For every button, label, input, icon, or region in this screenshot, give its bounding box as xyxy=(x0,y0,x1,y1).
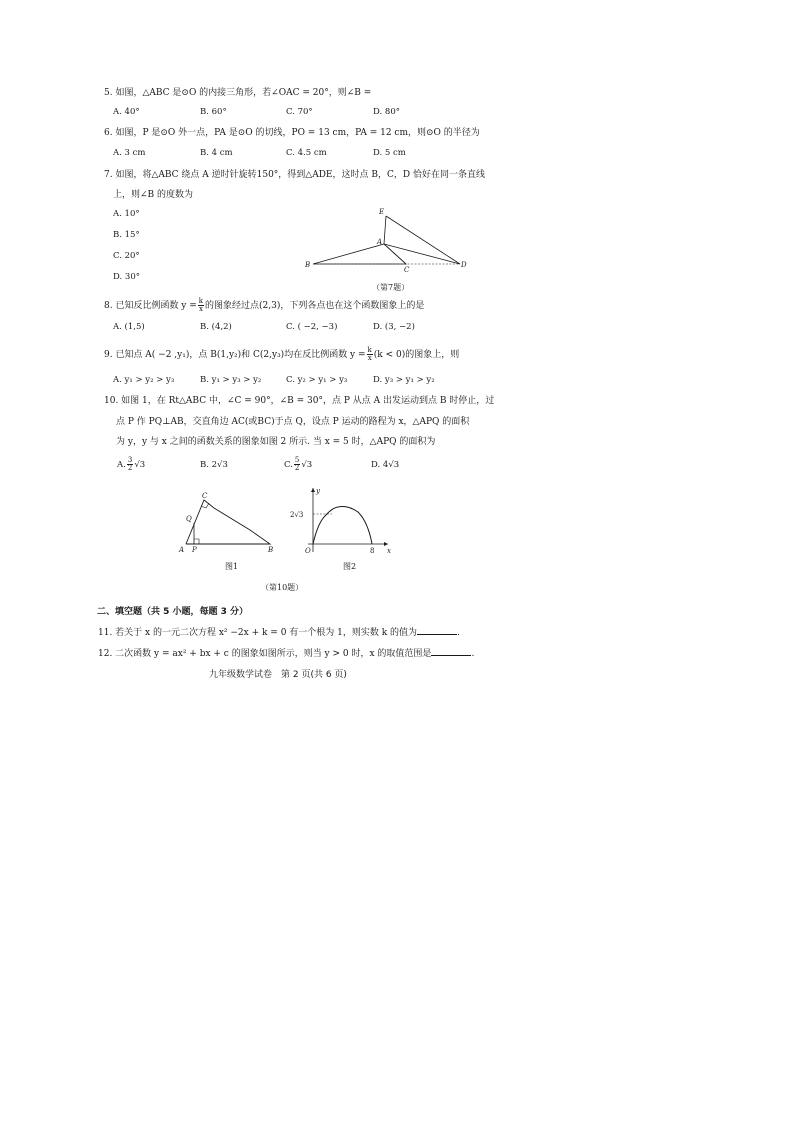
q10-figure-1 xyxy=(174,486,284,556)
q7-option-d: D. 30° xyxy=(113,272,140,282)
q5-option-d: D. 80° xyxy=(373,107,400,117)
q8-stem xyxy=(104,298,424,313)
q10-fig2-y-label: y xyxy=(316,487,320,495)
q10-figure-caption: （第10题） xyxy=(261,583,304,592)
q7-figure-caption: （第7题） xyxy=(372,283,410,292)
q8-fraction xyxy=(198,298,204,313)
q10-line1: 10. 如图 1，在 Rt△ABC 中，∠C = 90°，∠B = 30°，点 P 从点 A 出发运动到点 B 时停止，过 xyxy=(104,396,495,406)
q10-option-c-fraction xyxy=(294,457,300,472)
q10-option-c xyxy=(284,457,312,472)
q11-text: 11. 若关于 x 的一元二次方程 x² −2x + k = 0 有一个根为 1，则实数 k 的值为 xyxy=(98,628,418,638)
q8-frac-den: x xyxy=(198,305,203,313)
q9-frac-num: k xyxy=(367,346,372,354)
q7-label-e: E xyxy=(379,208,385,216)
q10-fig2-x-arrow xyxy=(384,542,388,546)
section-2-title: 二、填空题（共 5 小题，每题 3 分） xyxy=(97,607,249,617)
q12 xyxy=(98,647,474,660)
q9-option-c: C. y₂ > y₁ > y₃ xyxy=(286,375,348,385)
page-footer: 九年级数学试卷 第 2 页(共 6 页) xyxy=(209,670,347,680)
q6-option-b: B. 4 cm xyxy=(200,148,233,158)
q9-fraction xyxy=(367,347,373,362)
q10-option-a-fraction xyxy=(127,457,133,472)
q7-figure xyxy=(300,200,480,280)
q5-option-b: B. 60° xyxy=(200,107,227,117)
q7-label-c: C xyxy=(404,266,410,274)
q12-text: 12. 二次函数 y = ax² + bx + c 的图象如图所示，则当 y > 0 时，x 的取值范围是 xyxy=(98,649,432,659)
q10-option-c-den: 2 xyxy=(294,464,300,472)
q7-triangle-abc xyxy=(313,244,406,264)
q7-label-b: B xyxy=(305,261,311,269)
q10-option-a-prefix: A. xyxy=(117,460,126,470)
q10-fig2-x-label: x xyxy=(387,547,391,555)
q8-stem-post: 的图象经过点(2,3)，下列各点也在这个函数图象上的是 xyxy=(205,301,425,311)
q5-stem: 5. 如图，△ABC 是⊙O 的内接三角形，若∠OAC = 20°，则∠B = xyxy=(104,88,372,98)
q9-option-b: B. y₁ > y₃ > y₂ xyxy=(200,375,262,385)
q10-option-d: D. 4√3 xyxy=(371,460,400,470)
q10-option-a-radical: √3 xyxy=(134,460,146,470)
q9-frac-den: x xyxy=(367,354,372,362)
q10-fig1-label-a: A xyxy=(179,546,185,554)
q10-figure-2 xyxy=(288,482,398,560)
q7-stem-line2: 上，则∠B 的度数为 xyxy=(113,190,194,200)
q10-option-b: B. 2√3 xyxy=(200,460,228,470)
q10-fig1-label: 图1 xyxy=(225,562,239,571)
q7-option-a: A. 10° xyxy=(113,209,140,219)
q10-option-c-radical: √3 xyxy=(301,460,313,470)
q10-option-a-num: 3 xyxy=(127,456,133,464)
q8-option-d: D. (3, −2) xyxy=(373,322,415,332)
q11-end: . xyxy=(457,628,460,638)
q7-segment-ae xyxy=(384,216,386,244)
q9-stem-pre: 9. 已知点 A( −2 ,y₁)，点 B(1,y₂)和 C(2,y₃)均在反比例函数 y = xyxy=(104,350,366,360)
q10-line2: 点 P 作 PQ⊥AB，交直角边 AC(或BC)于点 Q，设点 P 运动的路程为 x，△APQ 的面积 xyxy=(116,417,470,427)
q10-fig2-label: 图2 xyxy=(343,562,357,571)
q10-option-a-den: 2 xyxy=(127,464,133,472)
q6-option-a: A. 3 cm xyxy=(113,148,146,158)
q10-fig1-label-b: B xyxy=(268,546,274,554)
q7-label-a: A xyxy=(377,238,383,246)
q10-fig1-label-q: Q xyxy=(186,515,192,523)
q9-option-d: D. y₃ > y₁ > y₂ xyxy=(373,375,435,385)
q11-answer-blank[interactable] xyxy=(417,626,457,635)
q8-frac-num: k xyxy=(198,297,204,305)
q8-stem-pre: 8. 已知反比例函数 y = xyxy=(104,301,197,311)
q7-segment-ed xyxy=(386,216,460,264)
q11 xyxy=(98,626,460,639)
q9-stem xyxy=(104,347,459,362)
q9-option-a: A. y₁ > y₂ > y₃ xyxy=(113,375,175,385)
q10-fig2-y-arrow xyxy=(311,488,315,492)
q10-fig2-peak-label: 2√3 xyxy=(290,511,304,519)
q10-fig1-label-p: P xyxy=(192,546,197,554)
q6-stem: 6. 如图，P 是⊙O 外一点，PA 是⊙O 的切线，PO = 13 cm，PA = 12 cm，则⊙O 的半径为 xyxy=(104,128,480,138)
q8-option-c: C. ( −2, −3) xyxy=(286,322,338,332)
q5-option-c: C. 70° xyxy=(286,107,313,117)
q10-fig1-label-c: C xyxy=(202,492,208,500)
q9-stem-post: (k < 0)的图象上，则 xyxy=(373,350,460,360)
q10-option-c-num: 5 xyxy=(294,456,300,464)
q6-option-c: C. 4.5 cm xyxy=(286,148,327,158)
q6-option-d: D. 5 cm xyxy=(373,148,406,158)
q8-option-b: B. (4,2) xyxy=(200,322,232,332)
q10-fig2-curve xyxy=(313,507,372,544)
q7-option-b: B. 15° xyxy=(113,230,140,240)
q10-option-a xyxy=(117,457,145,472)
q8-option-a: A. (1,5) xyxy=(113,322,145,332)
q10-line3: 为 y，y 与 x 之间的函数关系的图象如图 2 所示. 当 x = 5 时，△APQ 的面积为 xyxy=(116,437,436,447)
q7-stem-line1: 7. 如图，将△ABC 绕点 A 逆时针旋转150°，得到△ADE，这时点 B，C，D 恰好在同一条直线 xyxy=(104,170,485,180)
q12-answer-blank[interactable] xyxy=(431,647,471,656)
q10-option-c-prefix: C. xyxy=(284,460,293,470)
q7-label-d: D xyxy=(461,261,467,269)
q5-option-a: A. 40° xyxy=(113,107,140,117)
q10-fig2-end-label: 8 xyxy=(370,547,375,555)
q10-fig1-right-angle-p xyxy=(194,539,199,544)
q10-fig2-origin-label: O xyxy=(305,547,311,555)
q10-fig1-triangle xyxy=(186,500,270,544)
q12-end: . xyxy=(471,649,475,659)
q7-option-c: C. 20° xyxy=(113,251,140,261)
